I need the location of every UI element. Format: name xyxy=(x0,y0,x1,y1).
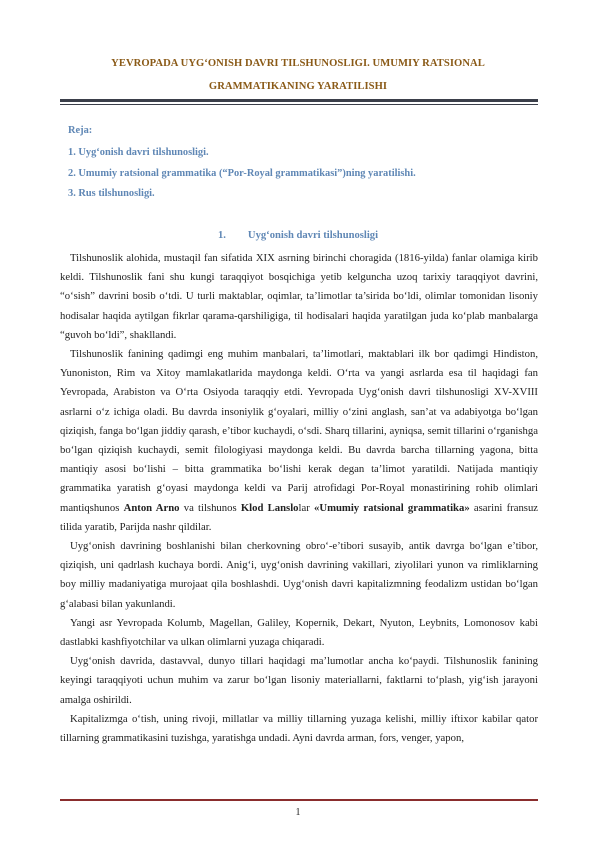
book-title: «Umumiy ratsional grammatika» xyxy=(314,501,470,514)
title-rule-thick xyxy=(60,99,538,102)
footer-rule xyxy=(60,799,538,801)
plan-item-3: 3. Rus tilshunosligi. xyxy=(68,188,155,199)
person-name-anton-arno: Anton Arno xyxy=(123,501,180,514)
document-title-line-1: YEVROPADA UYG‘ONISH DAVRI TILSHUNOSLIGI. UMUMIY RATSIONAL xyxy=(111,58,485,69)
paragraph-6: Kapitalizmga o‘tish, uning rivoji, millatlar va milliy tillarning yuzaga kelishi, milliy iftixor kabilar qator tillarning grammatikasini tuzishga, yaratishga undadi. Ayni davrda arman, fors, venger, yapon, xyxy=(60,712,538,745)
body-text xyxy=(60,249,538,748)
title-rule-thin xyxy=(60,104,538,105)
plan-item-2: 2. Umumiy ratsional grammatika (“Por-Royal grammatikasi”)ning yaratilishi. xyxy=(68,168,416,179)
person-name-klod-lanslo: Klod Lanslo xyxy=(240,501,299,514)
document-title-line-2: GRAMMATIKANING YARATILISHI xyxy=(208,81,388,92)
paragraph-2-text-c: lar xyxy=(298,501,310,514)
paragraph-5: Uyg‘onish davrida, dastavval, dunyo tillari haqidagi ma’lumotlar ancha ko‘paydi. Tilshunoslik fanining keyingi taraqqiyoti uchun muhim va zarur bo‘lgan lisoniy materiallarni, faktlarni to‘plash, yig‘ish jarayoni amalga oshirildi. xyxy=(60,655,538,706)
plan-heading: Reja: xyxy=(68,125,93,136)
paragraph-3: Uyg‘onish davrining boshlanishi bilan cherkovning obro‘-e’tibori susayib, antik davrga bo‘lgan e’tibor, qiziqish, uni qadrlash kuchaya bordi. Anig‘i, uyg‘onish davrining vakillari, ziyolilari yunon va rimliklarning boy milliy madaniyatiga murojaat qila boshlashdi. Uyg‘onish davri kapitalizmning feodalizm ustidan bo‘lgan g‘alabasi bilan yakunlandi. xyxy=(60,540,538,610)
section-heading xyxy=(60,230,536,241)
page-number: 1 xyxy=(295,807,301,818)
paragraph-1: Tilshunoslik alohida, mustaqil fan sifatida XIX asrning birinchi choragida (1816-yilda) fanlar olamiga kirib keldi. Tilshunoslik fani shu kungi taraqqiyot bosqichiga yetib kelguncha uzoq tarixiy taraqqiyot davrini, “o‘sish” davrini bosib o‘tdi. U turli maktablar, oqimlar, ta’limotlar ta’sirida bo‘ldi, olimlar tomonidan lisoniy hodisalar haqida aytilgan fikrlar qarama-qarshiligiga, til hodisalari haqida yaratilgan juda ko‘plab manbalarga “guvoh bo‘ldi”, shakllandi. xyxy=(60,252,538,341)
plan-item-1: 1. Uyg‘onish davri tilshunosligi. xyxy=(68,147,209,158)
paragraph-4: Yangi asr Yevropada Kolumb, Magellan, Galiley, Kopernik, Dekart, Nyuton, Leybnits, Lomonosov kabi dastlabki kashfiyotchilar va ulkan olimlarni yuzaga chiqaradi. xyxy=(60,616,538,649)
paragraph-2-text-a: Tilshunoslik fanining qadimgi eng muhim manbalari, ta’limotlari, maktablari ilk bor qadimgi Hindiston, Yunoniston, Rim va Xitoy mamlakatlarida maydonga keldi. O‘rta va yangi asrlarda esa til haqidagi fan Yevropada, Arabiston va O‘rta Osiyoda taraqqiy etdi. Yevropada Uyg‘onish davri tilshunosligi XV-XVIII asrlarni o‘z ichiga oladi. Bu davrda insoniylik g‘oyalari, milliy o‘zini anglash, san’at va adabiyotga bo‘lgan qiziqish, fanga bo‘lgan jiddiy qarash, e’tibor kuchaydi, o‘sdi. Sharq tillarini, ayniqsa, semit tillarini o‘rganishga bo‘lgan qiziqish kuchaydi, semit filologiyasi maydonga keldi. Bu davrda barcha tillarning yagona, bitta mantiqiy asosi bo‘lishi – bitta grammatika bo‘lishi kerak degan ta’limot yaratildi. Natijada mantiqiy grammatika yaratish g‘oyasi maydonga keldi va Parij atrofidagi Por-Royal monastirining rohib olimlari mantiqshunos xyxy=(60,348,538,514)
paragraph-2 xyxy=(60,345,538,537)
section-number: 1. xyxy=(217,230,226,241)
paragraph-2-text-d: asarini fransuz tilida yaratib, Parijda nashr qildilar. xyxy=(60,501,539,533)
section-title: Uyg‘onish davri tilshunosligi xyxy=(247,230,379,241)
paragraph-2-text-b: va tilshunos xyxy=(183,501,237,514)
